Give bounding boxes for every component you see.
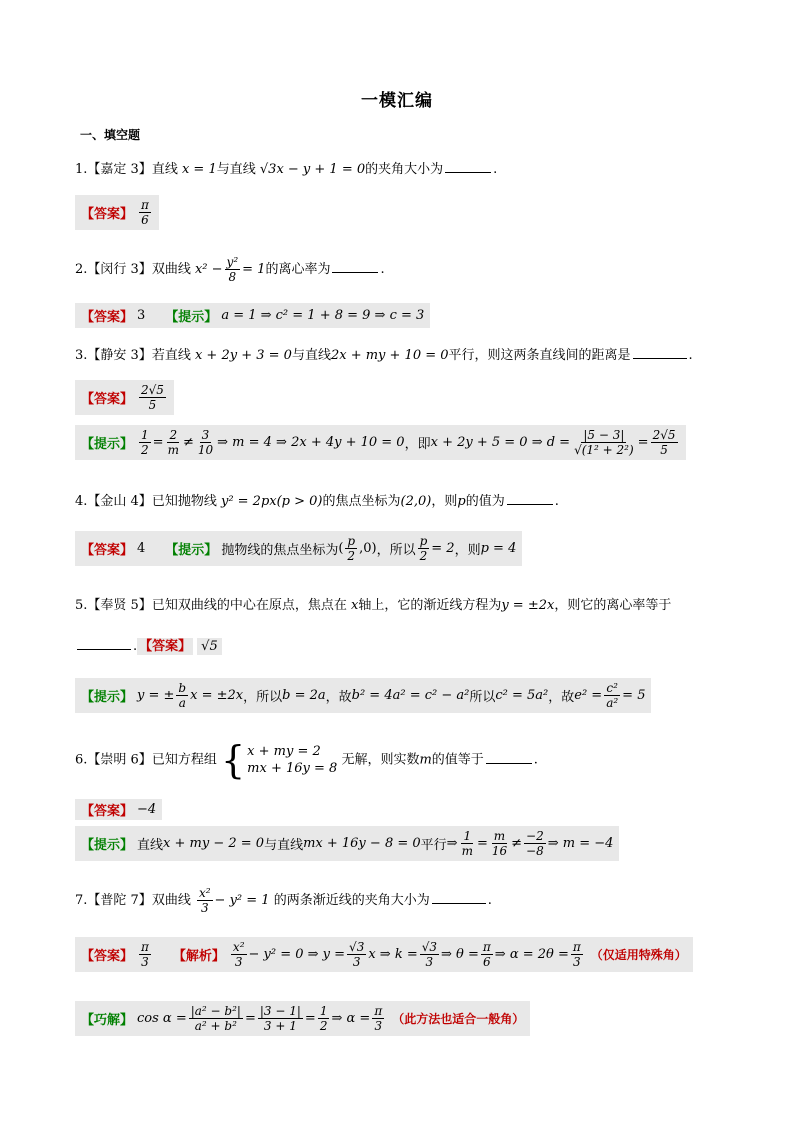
answer-box-1 bbox=[75, 195, 159, 230]
question-7: 7.【普陀 7】双曲线 $\frac{\text{x²}}{3}$ − y² = 1 的两条渐近线的夹角大小为 . bbox=[75, 886, 492, 915]
section-heading: 一、填空题 bbox=[80, 128, 141, 142]
question-source: 【金山 4】 bbox=[87, 494, 152, 509]
equation-system: { x + my = 2 mx + 16y = 8 bbox=[220, 738, 338, 782]
hint-box-6: 【提示】 直线 x + my − 2 = 0 与直线 mx + 16y − 8 = 0 平行 ⇒ $\frac{1}{m}$ = $\frac{m}{16}$ ≠ $\frac{-2}{-8}$ ⇒ m = −4 bbox=[75, 826, 619, 861]
answer-box-3: 【答案】 $\frac{2√5}{5}$ bbox=[75, 380, 174, 415]
question-source: 【闵行 3】 bbox=[87, 262, 152, 277]
question-2: 2.【闵行 3】双曲线 x² − $\frac{\text{y²}}{8}$ = 1的离心率为 . bbox=[75, 255, 385, 284]
answer-box-6: 【答案】 −4 bbox=[75, 799, 162, 820]
question-6: 6.【崇明 6】已知方程组 { x + my = 2 mx + 16y = 8 无解，则实数m的值等于 . bbox=[75, 738, 538, 782]
hint-box-3: 【提示】 $\frac{1}{2}$ = $\frac{2}{m}$ ≠ $\frac{3}{10}$ ⇒ m = 4 ⇒ 2x + 4y + 10 = 0 ，即 x + 2y + 5 = 0 ⇒ d = $\frac{|5 - 3|}{\text{√(1² + 2²)}}$ = $\frac{2√5}{5}$ bbox=[75, 425, 686, 460]
question-5: 5.【奉贤 5】已知双曲线的中心在原点，焦点在 x轴上，它的渐近线方程为y = ±2x，则它的离心率等于 bbox=[75, 598, 672, 613]
question-source: 【崇明 6】 bbox=[87, 752, 152, 768]
question-3: 3.【静安 3】若直线 x + 2y + 3 = 0与直线2x + my + 10 = 0平行，则这两条直线间的距离是 . bbox=[75, 348, 693, 363]
answer-box-4: 【答案】 4 【提示】 抛物线的焦点坐标为 ( $\frac{p}{2}$ ,0 ) ，所以 $\frac{p}{2}$ = 2 ，则 p = 4 bbox=[75, 531, 522, 566]
question-number: 1. bbox=[75, 162, 88, 177]
question-source: 【嘉定 3】 bbox=[87, 162, 152, 177]
question-5-line-2: . 【答案】 √5 bbox=[75, 637, 222, 657]
question-4: 4.【金山 4】已知抛物线 y² = 2px(p > 0)的焦点坐标为(2,0)，则p的值为 . bbox=[75, 494, 559, 509]
hint-box-5: 【提示】 y = ± $\frac{b}{a}$ x = ±2x ，所以 b = 2a ，故 b² = 4a² = c² − a² 所以 c² = 5a² ，故 e² = $\frac{\text{c²}}{\text{a²}}$ = 5 bbox=[75, 678, 651, 713]
trick-box-7: 【巧解】 cos α = $\frac{\text{|a² − b²|}}{\text{a² + b²}}$ = $\frac{|3 - 1|}{3 + 1}$ = $\frac{1}{2}$ ⇒ α = $\frac{\pi}{3}$ （此方法也适合一般角） bbox=[75, 1001, 530, 1036]
answer-box-2: 【答案】 3 【提示】 a = 1 ⇒ c² = 1 + 8 = 9 ⇒ c = 3 bbox=[75, 303, 430, 328]
answer-blank bbox=[445, 161, 491, 173]
question-source: 【奉贤 5】 bbox=[87, 598, 152, 613]
answer-label: 【答案】 bbox=[81, 207, 134, 222]
analysis-label: 【解析】 bbox=[172, 949, 225, 964]
answer-box-7: 【答案】 $\frac{\pi}{3}$ 【解析】 $\frac{\text{x²}}{3}$ − y² = 0 ⇒ y = $\frac{√3}{3}$ x ⇒ k = $\frac{√3}{3}$ ⇒ θ = $\frac{\pi}{6}$ ⇒ α = 2θ = $\frac{\pi}{3}$ （仅适用特殊角） bbox=[75, 937, 693, 972]
answer-fraction: $\frac{\pi}{6}$ bbox=[141, 198, 149, 227]
question-source: 【普陀 7】 bbox=[87, 893, 152, 908]
trick-label: 【巧解】 bbox=[81, 1013, 134, 1028]
question-source: 【静安 3】 bbox=[87, 348, 152, 363]
page-title: 一模汇编 bbox=[361, 91, 433, 111]
hint-label: 【提示】 bbox=[165, 310, 218, 325]
question-1: 1.【嘉定 3】直线 x = 1与直线 √3x − y + 1 = 0的夹角大小为 . bbox=[75, 162, 498, 177]
